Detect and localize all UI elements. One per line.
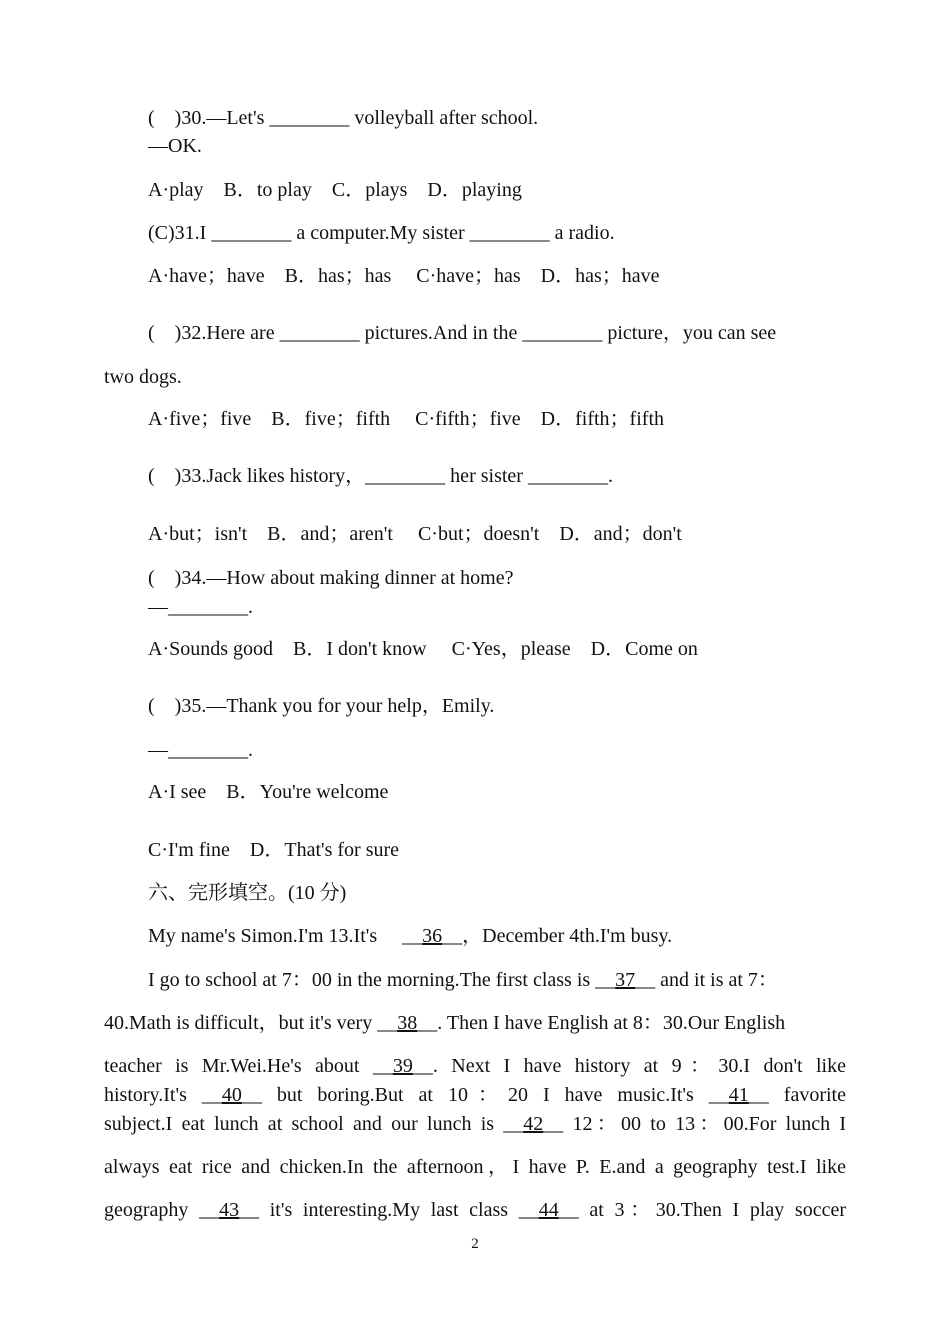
q35-options-cd: C·I'm fine D．That's for sure [148,839,400,861]
passage-line [104,1054,846,1078]
q30-reply: —OK. [148,135,202,157]
q31-options: A·have；have B．has；has C·have；has D．has；have [148,265,660,287]
page-number: 2 [471,1236,479,1252]
passage-text: teacher is Mr.Wei.He's about __ [104,1055,393,1077]
blank-44: 44 [538,1199,559,1221]
q32-stem: ( )32.Here are ________ pictures.And in the ________ picture，you can see [148,322,777,344]
passage-line [148,924,672,948]
blank-39: 39 [392,1055,413,1077]
passage-line [104,1112,846,1136]
passage-text: __. Then I have English at 8：30.Our English [417,1012,786,1034]
passage-line [104,1083,846,1107]
section-title: 六、完形填空。(10 分) [148,882,347,904]
passage-text: __ favorite [748,1084,846,1106]
blank-38: 38 [397,1012,418,1034]
passage-text: subject.I eat lunch at school and our lunch is __ [104,1113,524,1135]
passage-text: 40.Math is difficult，but it's very __ [104,1012,398,1034]
q34-stem: ( )34.—How about making dinner at home? [148,567,514,589]
q33-stem: ( )33.Jack likes history，________ her sister ________. [148,465,613,487]
q35-options-ab: A·I see B．You're welcome [148,781,389,803]
blank-36: 36 [422,925,443,947]
passage-text: __ but boring.But at 10：20 I have music.It's __ [241,1084,729,1106]
q32-options: A·five；five B．five；fifth C·fifth；five D．fifth；fifth [148,408,664,430]
blank-42: 42 [523,1113,544,1135]
q30-options: A·play B．to play C．plays D．playing [148,179,522,201]
blank-43: 43 [219,1199,240,1221]
q34-options: A·Sounds good B．I don't know C·Yes，please D．Come on [148,638,698,660]
blank-40: 40 [221,1084,242,1106]
q30-stem: ( )30.—Let's ________ volleyball after school. [148,107,539,129]
q35-stem: ( )35.—Thank you for your help，Emily. [148,695,495,717]
passage-line [104,1198,846,1222]
passage-text: My name's Simon.I'm 13.It's __ [148,925,423,947]
passage-line [148,968,778,992]
blank-41: 41 [728,1084,749,1106]
passage-text: __ at 3：30.Then I play soccer [558,1199,846,1221]
passage-text: __，December 4th.I'm busy. [442,925,673,947]
q31-stem: (C)31.I ________ a computer.My sister ________ a radio. [148,222,615,244]
blank-37: 37 [615,969,636,991]
passage-line: always eat rice and chicken.In the afternoon，I have P. E.and a geography test.I like [104,1156,846,1178]
passage-text: __ 12：00 to 13：00.For lunch I [543,1113,847,1135]
passage-text: geography __ [104,1199,220,1221]
passage-line [104,1011,785,1035]
passage-text: I go to school at 7：00 in the morning.The first class is __ [148,969,616,991]
q35-reply: —________. [148,739,253,761]
passage-text: __ and it is at 7： [635,969,778,991]
q33-options: A·but；isn't B．and；aren't C·but；doesn't D．and；don't [148,523,682,545]
q32-stem-continued: two dogs. [104,366,182,388]
q34-reply: —________. [148,596,253,618]
passage-text: history.It's __ [104,1084,222,1106]
passage-text: __ it's interesting.My last class __ [239,1199,539,1221]
passage-text: __. Next I have history at 9：30.I don't like [412,1055,846,1077]
